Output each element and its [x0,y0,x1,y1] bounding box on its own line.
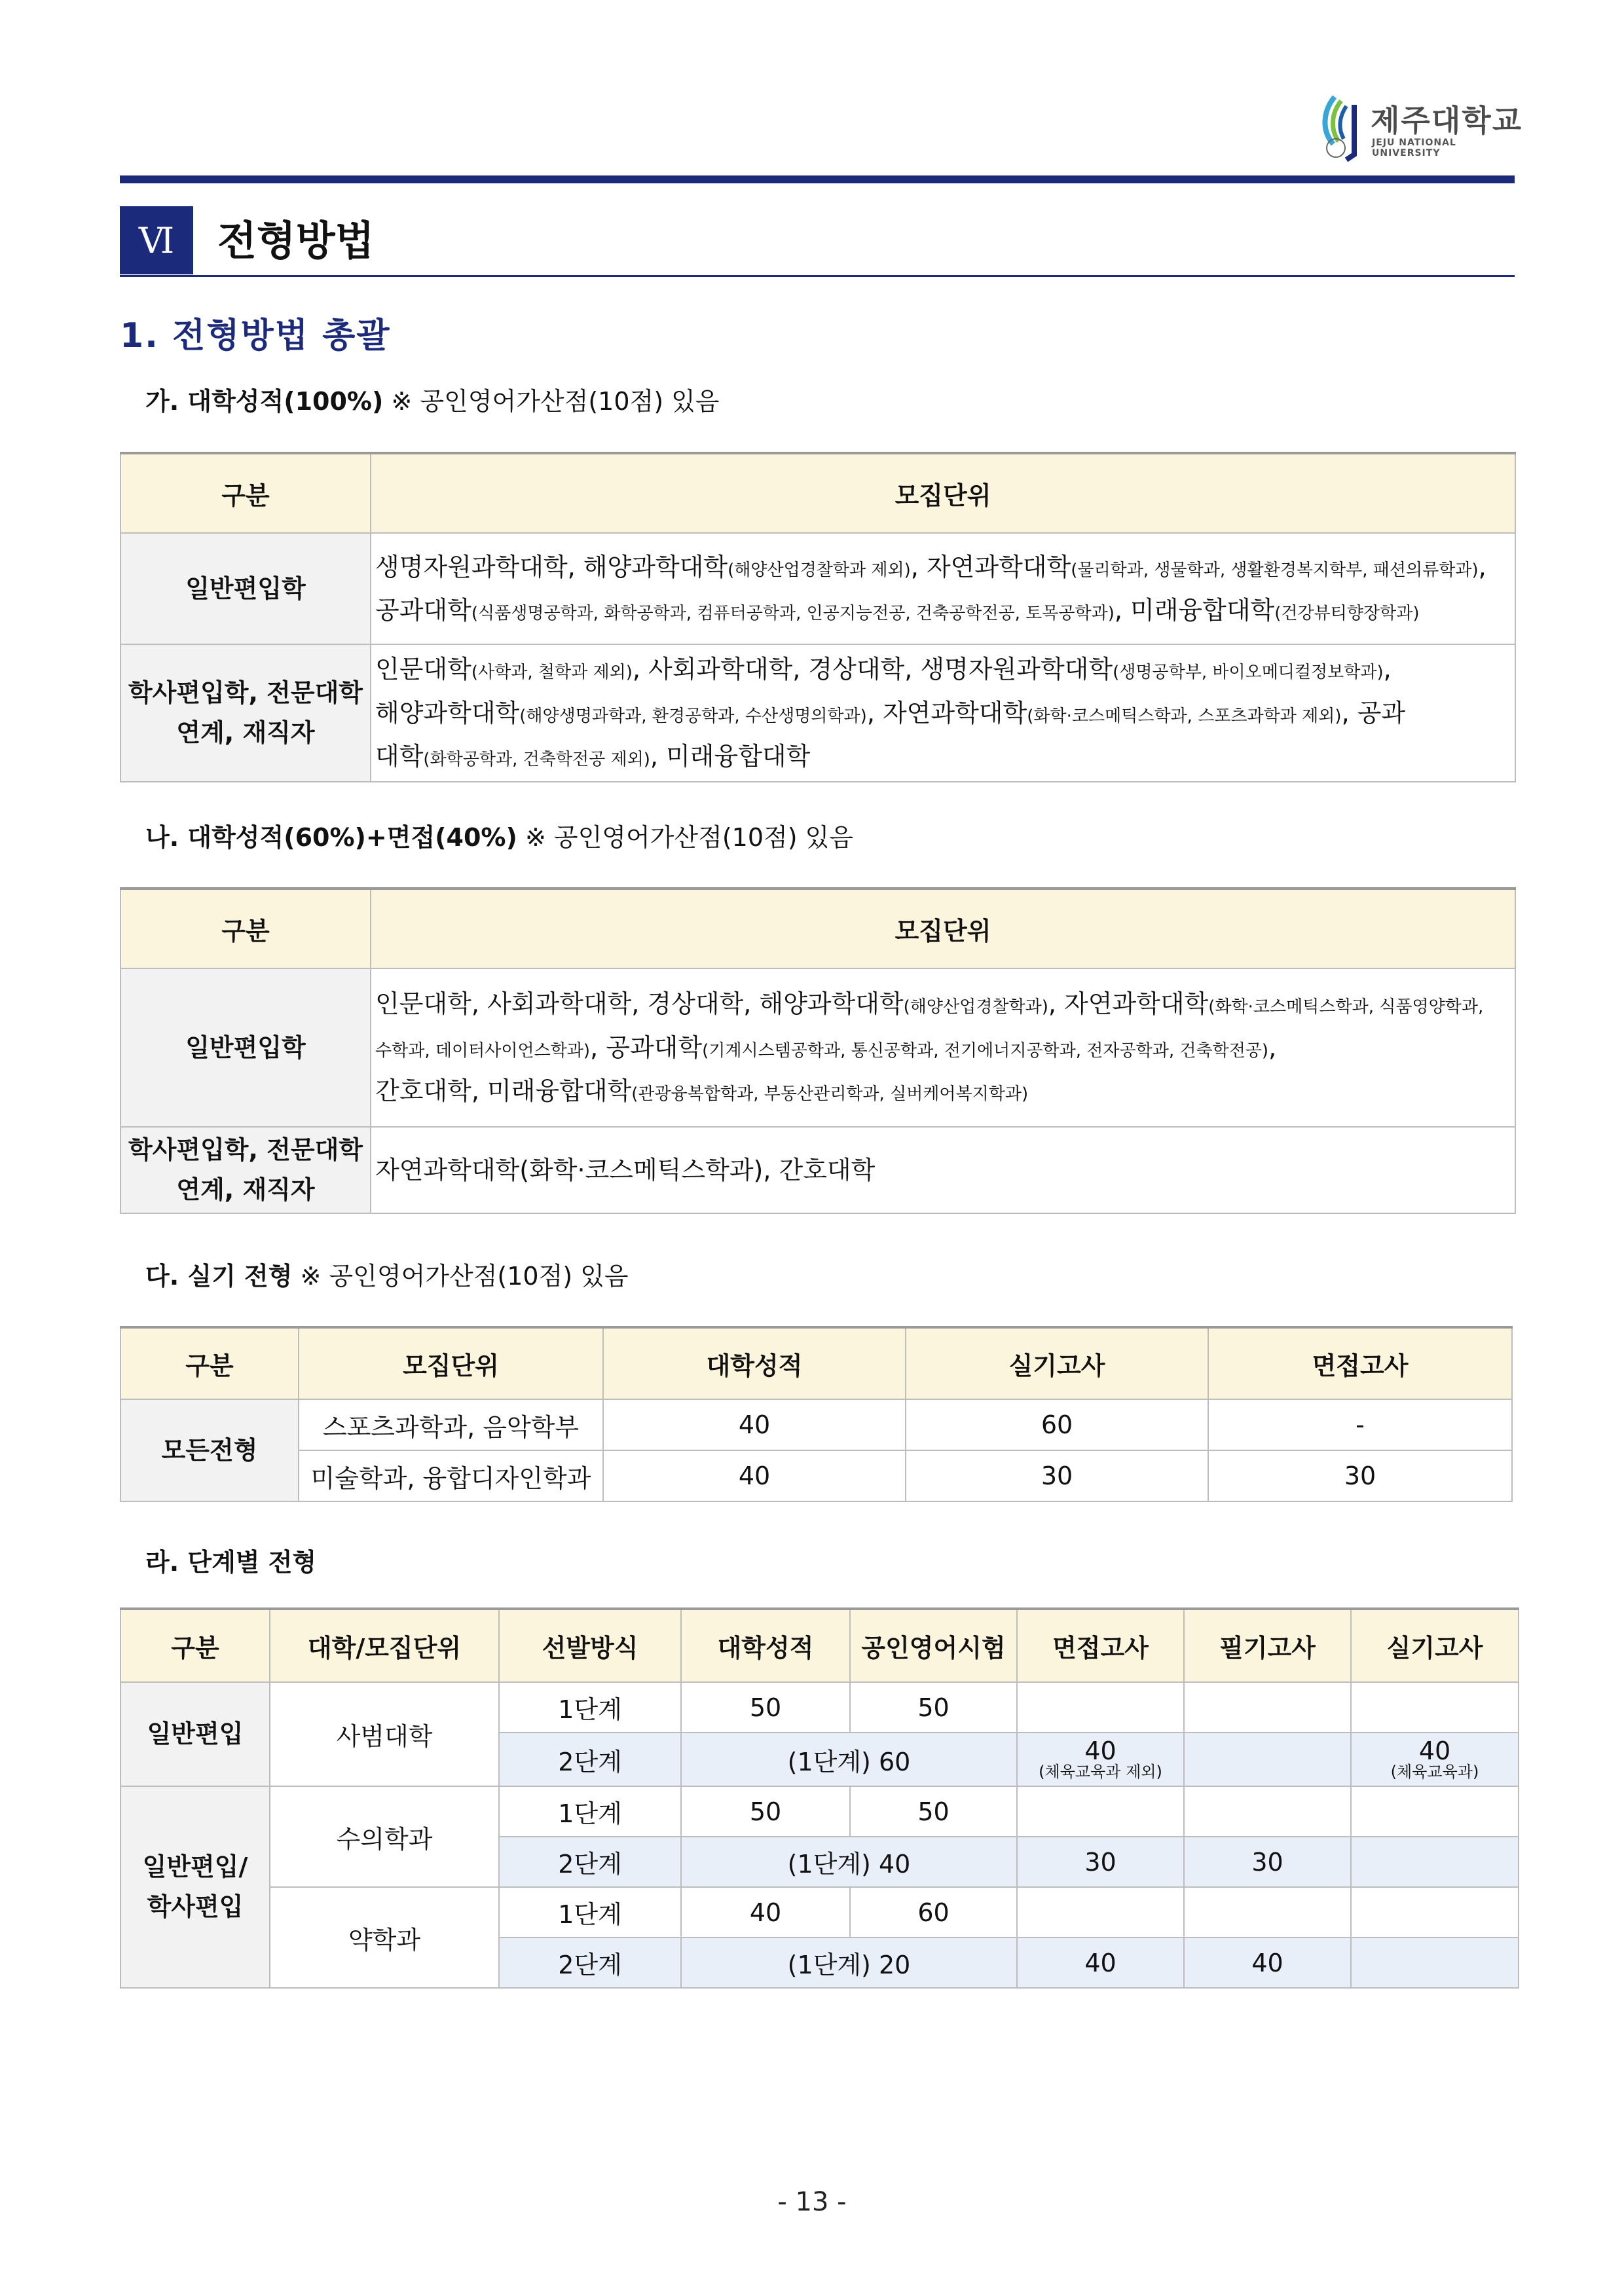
table-d-interview [1017,1682,1184,1733]
table-c-header-unit: 모집단위 [299,1327,603,1399]
table-d-written [1184,1786,1351,1837]
content-line: 생명자원과학대학, 해양과학대학(해양산업경찰학과 제외), 자연과학대학(물리학과, 생물학과, 생활환경복지학부, 패션의류학과), [375,552,1486,581]
table-d-practical: 40 (체육교육과) [1351,1733,1519,1786]
table-d-english: 50 [850,1786,1017,1837]
table-c-header-interview: 면접고사 [1208,1327,1512,1399]
table-c [120,1326,1513,1502]
table-row [120,1682,1519,1733]
table-a-row1-content [371,533,1515,644]
chapter-underline [120,275,1515,277]
table-c-interview: - [1208,1399,1512,1450]
content-line: 대학(화학공학과, 건축학전공 제외), 미래융합대학 [375,742,811,771]
logo-emblem-icon [1308,92,1367,164]
table-d-header-method: 선발방식 [499,1609,681,1682]
table-b-row1-label: 일반편입학 [120,968,371,1127]
table-c-practical: 30 [906,1450,1208,1501]
subsection-d-heading [145,1542,316,1578]
table-c-interview: 30 [1208,1450,1512,1501]
table-d-interview: 30 [1017,1837,1184,1887]
chapter-title: 전형방법 [217,217,375,265]
table-d-stage: 2단계 [499,1733,681,1786]
logo-english-name: JEJU NATIONAL UNIVERSITY [1372,138,1456,158]
table-c-header-category: 구분 [120,1327,299,1399]
table-d-written [1184,1733,1351,1786]
subsection-c-title: 다. 실기 전형 [145,1262,293,1291]
table-d-header-practical: 실기고사 [1351,1609,1519,1682]
table-d-written [1184,1887,1351,1937]
table-d-practical [1351,1837,1519,1887]
table-d-header-interview: 면접고사 [1017,1609,1184,1682]
table-d [120,1607,1519,1989]
table-d-unit: 약학과 [270,1887,499,1988]
content-line: 공과대학(식품생명공학과, 화학공학과, 컴퓨터공학과, 인공지능전공, 건축공학전공, 토목공학과), 미래융합대학(건강뷰티향장학과) [375,596,1420,625]
table-d-practical [1351,1786,1519,1837]
table-d-english: 50 [850,1682,1017,1733]
table-d-first-stage-score: (1단계) 40 [681,1837,1017,1887]
table-c-header-grade: 대학성적 [603,1327,906,1399]
table-row [120,1127,1515,1213]
table-d-practical [1351,1682,1519,1733]
header-bar [120,175,1515,183]
table-c-unit: 스포츠과학과, 음악학부 [299,1399,603,1450]
subsection-c-note: ※ 공인영어가산점(10점) 있음 [300,1262,629,1291]
content-line: 수학과, 데이터사이언스학과), 공과대학(기계시스템공학과, 통신공학과, 전기에너지공학과, 전자공학과, 건축학전공), [375,1033,1277,1062]
table-row [120,1399,1512,1450]
table-row [120,968,1515,1127]
table-d-unit: 사범대학 [270,1682,499,1786]
subsection-b-title: 나. 대학성적(60%)+면접(40%) [145,823,517,852]
table-d-header-category: 구분 [120,1609,270,1682]
table-d-grade: 50 [681,1682,850,1733]
table-b-header-units: 모집단위 [371,889,1515,968]
table-d-stage: 1단계 [499,1887,681,1937]
table-row [120,1786,1519,1837]
subsection-b-note: ※ 공인영어가산점(10점) 있음 [525,823,854,852]
table-d-first-stage-score: (1단계) 20 [681,1937,1017,1988]
table-d-grade: 50 [681,1786,850,1837]
subsection-a-note: ※ 공인영어가산점(10점) 있음 [391,387,720,416]
table-b-row2-content: 자연과학대학(화학·코스메틱스학과), 간호대학 [371,1127,1515,1213]
table-d-interview [1017,1887,1184,1937]
table-d-header-written: 필기고사 [1184,1609,1351,1682]
table-d-group2-label: 일반편입/ 학사편입 [120,1786,270,1988]
table-d-written [1184,1682,1351,1733]
table-a-row1-label: 일반편입학 [120,533,371,644]
subsection-a-title: 가. 대학성적(100%) [145,387,384,416]
subsection-a-heading [145,381,720,417]
table-d-header-unit: 대학/모집단위 [270,1609,499,1682]
content-line: 해양과학대학(해양생명과학과, 환경공학과, 수산생명의학과), 자연과학대학(화학·코스메틱스학과, 스포츠과학과 제외), 공과 [375,698,1406,727]
subsection-c-heading [145,1256,629,1292]
table-d-unit: 수의학과 [270,1786,499,1887]
table-row [120,1887,1519,1937]
table-c-practical: 60 [906,1399,1208,1450]
table-c-header-practical: 실기고사 [906,1327,1208,1399]
table-row [120,533,1515,644]
table-d-written: 40 [1184,1937,1351,1988]
table-d-english: 60 [850,1887,1017,1937]
table-a [120,452,1516,782]
subsection-b-heading [145,817,853,853]
chapter-number: Ⅵ [120,206,193,274]
table-a-row2-content [371,644,1515,782]
table-b-row1-content [371,968,1515,1127]
table-d-stage: 2단계 [499,1937,681,1988]
subsection-d-title: 라. 단계별 전형 [145,1548,317,1577]
table-d-grade: 40 [681,1887,850,1937]
table-d-header-english: 공인영어시험 [850,1609,1017,1682]
table-a-header-units: 모집단위 [371,453,1515,533]
table-d-written: 30 [1184,1837,1351,1887]
table-b [120,887,1516,1214]
table-row [120,1450,1512,1501]
table-d-group1-label: 일반편입 [120,1682,270,1786]
content-line: 인문대학(사학과, 철학과 제외), 사회과학대학, 경상대학, 생명자원과학대학(생명공학부, 바이오메디컬정보학과), [375,655,1392,684]
table-d-stage: 2단계 [499,1837,681,1887]
table-a-header-category: 구분 [120,453,371,533]
table-c-grade: 40 [603,1399,906,1450]
table-d-first-stage-score: (1단계) 60 [681,1733,1017,1786]
table-c-group-label: 모든전형 [120,1399,299,1501]
logo-korean-name: 제주대학교 [1371,103,1523,138]
table-c-grade: 40 [603,1450,906,1501]
table-b-row2-label: 학사편입학, 전문대학 연계, 재직자 [120,1127,371,1213]
university-logo [1308,92,1524,164]
table-row [120,644,1515,782]
table-d-stage: 1단계 [499,1786,681,1837]
table-d-stage: 1단계 [499,1682,681,1733]
table-b-header-category: 구분 [120,889,371,968]
page-number: - 13 - [777,2187,847,2217]
table-c-unit: 미술학과, 융합디자인학과 [299,1450,603,1501]
section-title: 1. 전형방법 총괄 [120,316,391,356]
content-line: 간호대학, 미래융합대학(관광융복합학과, 부동산관리학과, 실버케어복지학과) [375,1076,1029,1106]
table-d-practical [1351,1937,1519,1988]
table-d-interview: 40 [1017,1937,1184,1988]
table-d-interview [1017,1786,1184,1837]
table-a-row2-label: 학사편입학, 전문대학 연계, 재직자 [120,644,371,782]
table-d-header-grade: 대학성적 [681,1609,850,1682]
table-d-practical [1351,1887,1519,1937]
content-line: 인문대학, 사회과학대학, 경상대학, 해양과학대학(해양산업경찰학과), 자연과학대학(화학·코스메틱스학과, 식품영양학과, [375,989,1484,1019]
table-d-interview: 40 (체육교육과 제외) [1017,1733,1184,1786]
